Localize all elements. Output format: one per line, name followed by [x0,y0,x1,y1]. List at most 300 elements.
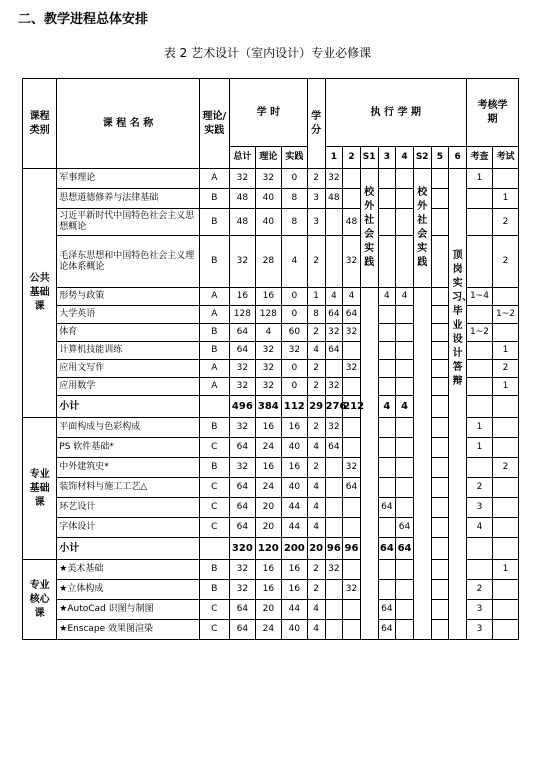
semester-1: 32 [325,378,343,396]
course-type: C [199,620,229,640]
course-name: ★AutoCad 识图与制图 [57,600,199,620]
semester-4 [396,378,414,396]
hours-theory: 32 [255,360,281,378]
semester-1 [325,600,343,620]
subtotal-exam-test [466,396,492,418]
subtotal-exam-exam [492,538,518,560]
hours-theory: 16 [255,418,281,438]
semester-1: 32 [325,324,343,342]
exam-test: 1 [466,169,492,189]
table-row [23,360,519,378]
semester-4 [396,342,414,360]
exam-test: 3 [466,620,492,640]
hours-total: 64 [229,600,255,620]
course-name: 环艺设计 [57,498,199,518]
semester-2 [343,498,361,518]
table-caption: 表 2 艺术设计（室内设计）专业必修课 [163,46,372,60]
hours-practice: 40 [281,478,307,498]
semester-2 [343,560,361,580]
semester-s2-cell [413,288,431,640]
semester-1: 32 [325,560,343,580]
semester-2: 32 [343,324,361,342]
hours-theory: 16 [255,580,281,600]
course-type: A [199,360,229,378]
table-row [23,560,519,580]
semester-s1-note-text: 校外社会实践 [364,187,375,268]
course-name: PS 软件基础* [57,438,199,458]
semester-1 [325,498,343,518]
semester-s1-note [360,169,378,288]
semester-s2-note-text: 校外社会实践 [417,187,428,268]
subtotal-label: 小计 [57,396,199,418]
semester-3 [378,478,396,498]
credits: 1 [307,288,325,306]
semester-4 [396,169,414,189]
exam-exam: 2 [492,236,518,288]
subtotal-hours-practice: 112 [281,396,307,418]
semester-2: 64 [343,478,361,498]
header-schedule: 执 行 学 期 [325,79,466,147]
hours-total: 32 [229,458,255,478]
hours-theory: 4 [255,324,281,342]
table-row [23,342,519,360]
course-name: 习近平新时代中国特色社会主义思想概论 [57,209,199,236]
hours-total: 64 [229,438,255,458]
course-name: 字体设计 [57,518,199,538]
semester-4 [396,580,414,600]
category-label [23,169,57,418]
header-semester-S2: S2 [413,147,431,169]
semester-1 [325,620,343,640]
table-row [23,306,519,324]
semester-3: 64 [378,498,396,518]
hours-practice: 8 [281,189,307,209]
semester-3 [378,418,396,438]
exam-test [466,306,492,324]
semester-2 [343,600,361,620]
subtotal-credits: 29 [307,396,325,418]
semester-4 [396,306,414,324]
semester-5 [431,209,449,236]
semester-3: 4 [378,288,396,306]
hours-practice: 44 [281,600,307,620]
credits: 2 [307,560,325,580]
credits: 4 [307,620,325,640]
hours-practice: 0 [281,306,307,324]
semester-3 [378,342,396,360]
table-row [23,580,519,600]
hours-practice: 16 [281,418,307,438]
hours-total: 128 [229,306,255,324]
table-row [23,378,519,396]
course-type: A [199,378,229,396]
header-hours: 学 时 [229,79,307,147]
header-exam-semester: 考核学期 [466,79,518,147]
credits: 2 [307,458,325,478]
credits: 2 [307,580,325,600]
hours-theory: 16 [255,458,281,478]
credits: 2 [307,360,325,378]
hours-theory: 16 [255,288,281,306]
hours-practice: 44 [281,498,307,518]
category-label-text: 专业核心课 [29,579,50,619]
semester-1: 4 [325,288,343,306]
semester-5 [431,236,449,288]
semester-4 [396,478,414,498]
subtotal-label: 小计 [57,538,199,560]
credits: 4 [307,342,325,360]
header-semester-3: 3 [378,147,396,169]
semester-4 [396,458,414,478]
exam-exam: 2 [492,360,518,378]
header-type: 理论/实践 [199,79,229,169]
semester-1 [325,580,343,600]
hours-theory: 28 [255,236,281,288]
course-name: 思想道德修养与法律基础 [57,189,199,209]
exam-test: 1 [466,418,492,438]
subtotal-row [23,538,519,560]
semester-5 [431,189,449,209]
hours-total: 32 [229,418,255,438]
hours-theory: 24 [255,620,281,640]
semester-4 [396,560,414,580]
semester-3 [378,580,396,600]
course-name: 体育 [57,324,199,342]
course-type: B [199,342,229,360]
credits: 4 [307,498,325,518]
hours-practice: 0 [281,169,307,189]
credits: 2 [307,324,325,342]
semester-5 [431,360,449,378]
exam-exam: 2 [492,458,518,478]
subtotal-type [199,538,229,560]
semester-1 [325,360,343,378]
exam-test [466,560,492,580]
subtotal-semester-3: 64 [378,538,396,560]
exam-test: 3 [466,600,492,620]
exam-exam: 1 [492,560,518,580]
header-practice: 实践 [281,147,307,169]
subtotal-hours-total: 320 [229,538,255,560]
hours-practice: 4 [281,236,307,288]
exam-test: 1 [466,438,492,458]
semester-1 [325,209,343,236]
semester-3 [378,560,396,580]
hours-practice: 40 [281,438,307,458]
header-exam-test: 考查 [466,147,492,169]
exam-test: 1~2 [466,324,492,342]
semester-1: 64 [325,438,343,458]
hours-practice: 44 [281,518,307,538]
subtotal-semester-2: 212 [343,396,361,418]
semester-5 [431,580,449,600]
course-type: B [199,189,229,209]
hours-theory: 32 [255,169,281,189]
semester-4: 64 [396,518,414,538]
credits: 2 [307,236,325,288]
exam-test: 1~4 [466,288,492,306]
exam-exam [492,478,518,498]
course-name: ★Enscape 效果图渲染 [57,620,199,640]
table-row [23,418,519,438]
header-semester-6: 6 [449,147,467,169]
hours-total: 32 [229,169,255,189]
hours-theory: 40 [255,209,281,236]
exam-exam [492,418,518,438]
semester-5 [431,600,449,620]
course-type: A [199,306,229,324]
semester-5 [431,342,449,360]
subtotal-semester-1: 276 [325,396,343,418]
exam-test [466,342,492,360]
hours-theory: 24 [255,438,281,458]
exam-exam: 1~2 [492,306,518,324]
semester-2: 32 [343,580,361,600]
semester-s1-cell [360,288,378,640]
exam-exam: 1 [492,378,518,396]
exam-test: 2 [466,478,492,498]
semester-5 [431,169,449,189]
hours-theory: 24 [255,478,281,498]
subtotal-semester-3: 4 [378,396,396,418]
subtotal-semester-1: 96 [325,538,343,560]
course-type: B [199,458,229,478]
semester-3 [378,518,396,538]
semester-4 [396,418,414,438]
semester-3 [378,209,396,236]
semester-4 [396,236,414,288]
semester-2 [343,620,361,640]
hours-total: 32 [229,360,255,378]
credits: 4 [307,438,325,458]
semester-3 [378,438,396,458]
credits: 2 [307,169,325,189]
hours-total: 64 [229,620,255,640]
semester-3 [378,378,396,396]
subtotal-type [199,396,229,418]
course-name: 大学英语 [57,306,199,324]
header-semester-5: 5 [431,147,449,169]
header-total: 总计 [229,147,255,169]
semester-2 [343,518,361,538]
table-row [23,209,519,236]
semester-1: 48 [325,189,343,209]
semester-3 [378,324,396,342]
hours-theory: 20 [255,518,281,538]
semester-2 [343,189,361,209]
exam-exam [492,518,518,538]
course-type: C [199,498,229,518]
table-row [23,478,519,498]
semester-4 [396,209,414,236]
subtotal-hours-total: 496 [229,396,255,418]
semester-1: 32 [325,169,343,189]
semester-5 [431,324,449,342]
semester-3 [378,306,396,324]
semester-s2-note [413,169,431,288]
semester-2 [343,438,361,458]
subtotal-hours-theory: 120 [255,538,281,560]
section-heading: 二、教学进程总体安排 [18,12,149,27]
subtotal-hours-practice: 200 [281,538,307,560]
hours-total: 64 [229,324,255,342]
exam-test: 3 [466,498,492,518]
semester-4: 4 [396,288,414,306]
category-label [23,560,57,640]
exam-exam [492,620,518,640]
curriculum-table [22,78,519,640]
header-category: 课程类别 [23,79,57,169]
semester-3 [378,458,396,478]
course-type: B [199,209,229,236]
table-row [23,236,519,288]
semester-5 [431,498,449,518]
subtotal-exam-test [466,538,492,560]
semester-6-note [449,169,473,640]
exam-exam [492,498,518,518]
semester-5 [431,288,449,306]
subtotal-credits: 20 [307,538,325,560]
hours-practice: 0 [281,360,307,378]
hours-total: 48 [229,209,255,236]
semester-1 [325,478,343,498]
exam-test [466,236,492,288]
hours-practice: 16 [281,458,307,478]
course-name: 形势与政策 [57,288,199,306]
course-name: 平面构成与色彩构成 [57,418,199,438]
hours-theory: 40 [255,189,281,209]
course-name: 中外建筑史* [57,458,199,478]
hours-total: 64 [229,498,255,518]
hours-theory: 128 [255,306,281,324]
semester-4 [396,620,414,640]
credits: 4 [307,518,325,538]
course-type: B [199,236,229,288]
exam-exam [492,324,518,342]
semester-5 [431,418,449,438]
credits: 4 [307,478,325,498]
hours-total: 48 [229,189,255,209]
semester-1 [325,236,343,288]
table-row [23,288,519,306]
table-row [23,458,519,478]
table-row [23,169,519,189]
credits: 8 [307,306,325,324]
exam-exam: 2 [492,209,518,236]
credits: 4 [307,600,325,620]
exam-test [466,209,492,236]
course-type: C [199,600,229,620]
table-row [23,189,519,209]
semester-5 [431,620,449,640]
course-type: B [199,418,229,438]
hours-practice: 0 [281,288,307,306]
header-theory: 理论 [255,147,281,169]
subtotal-exam-exam [492,396,518,418]
course-type: B [199,324,229,342]
course-name: 军事理论 [57,169,199,189]
header-semester-4: 4 [396,147,414,169]
semester-2: 4 [343,288,361,306]
semester-2: 48 [343,209,361,236]
semester-3 [378,360,396,378]
semester-1: 32 [325,418,343,438]
semester-4 [396,189,414,209]
semester-1: 64 [325,342,343,360]
exam-test [466,458,492,478]
exam-exam [492,438,518,458]
exam-exam [492,580,518,600]
semester-6-note-text: 顶岗实习、毕业设计答辩 [452,250,473,387]
semester-1 [325,458,343,478]
credits: 3 [307,209,325,236]
table-row [23,620,519,640]
semester-2 [343,418,361,438]
hours-practice: 0 [281,378,307,396]
course-name: 应用数学 [57,378,199,396]
table-row [23,438,519,458]
semester-1 [325,518,343,538]
hours-practice: 16 [281,580,307,600]
header-semester-2: 2 [343,147,361,169]
hours-total: 32 [229,580,255,600]
course-type: C [199,518,229,538]
semester-3 [378,236,396,288]
subtotal-semester-4: 64 [396,538,414,560]
category-label-text: 专业基础课 [29,468,50,508]
semester-5 [431,378,449,396]
hours-total: 32 [229,378,255,396]
semester-5 [431,458,449,478]
course-type: B [199,560,229,580]
hours-theory: 20 [255,498,281,518]
exam-test: 4 [466,518,492,538]
header-semester-1: 1 [325,147,343,169]
exam-exam [492,600,518,620]
hours-theory: 16 [255,560,281,580]
semester-2: 32 [343,360,361,378]
course-type: B [199,580,229,600]
exam-test [466,189,492,209]
semester-3 [378,189,396,209]
table-row [23,600,519,620]
semester-5 [431,478,449,498]
semester-2: 32 [343,236,361,288]
header-exam-exam: 考试 [492,147,518,169]
hours-total: 64 [229,518,255,538]
exam-exam: 1 [492,189,518,209]
semester-5 [431,438,449,458]
course-name: 毛泽东思想和中国特色社会主义理论体系概论 [57,236,199,288]
semester-2: 64 [343,306,361,324]
hours-total: 64 [229,342,255,360]
subtotal-semester-5 [431,396,449,418]
exam-test: 2 [466,580,492,600]
course-type: A [199,169,229,189]
semester-4 [396,600,414,620]
header-course-name: 课 程 名 称 [57,79,199,169]
semester-3: 64 [378,620,396,640]
hours-practice: 8 [281,209,307,236]
subtotal-row [23,396,519,418]
header-credits: 学分 [307,79,325,169]
subtotal-semester-2: 96 [343,538,361,560]
hours-total: 64 [229,478,255,498]
semester-5 [431,518,449,538]
course-type: C [199,478,229,498]
semester-2 [343,169,361,189]
category-label [23,418,57,560]
